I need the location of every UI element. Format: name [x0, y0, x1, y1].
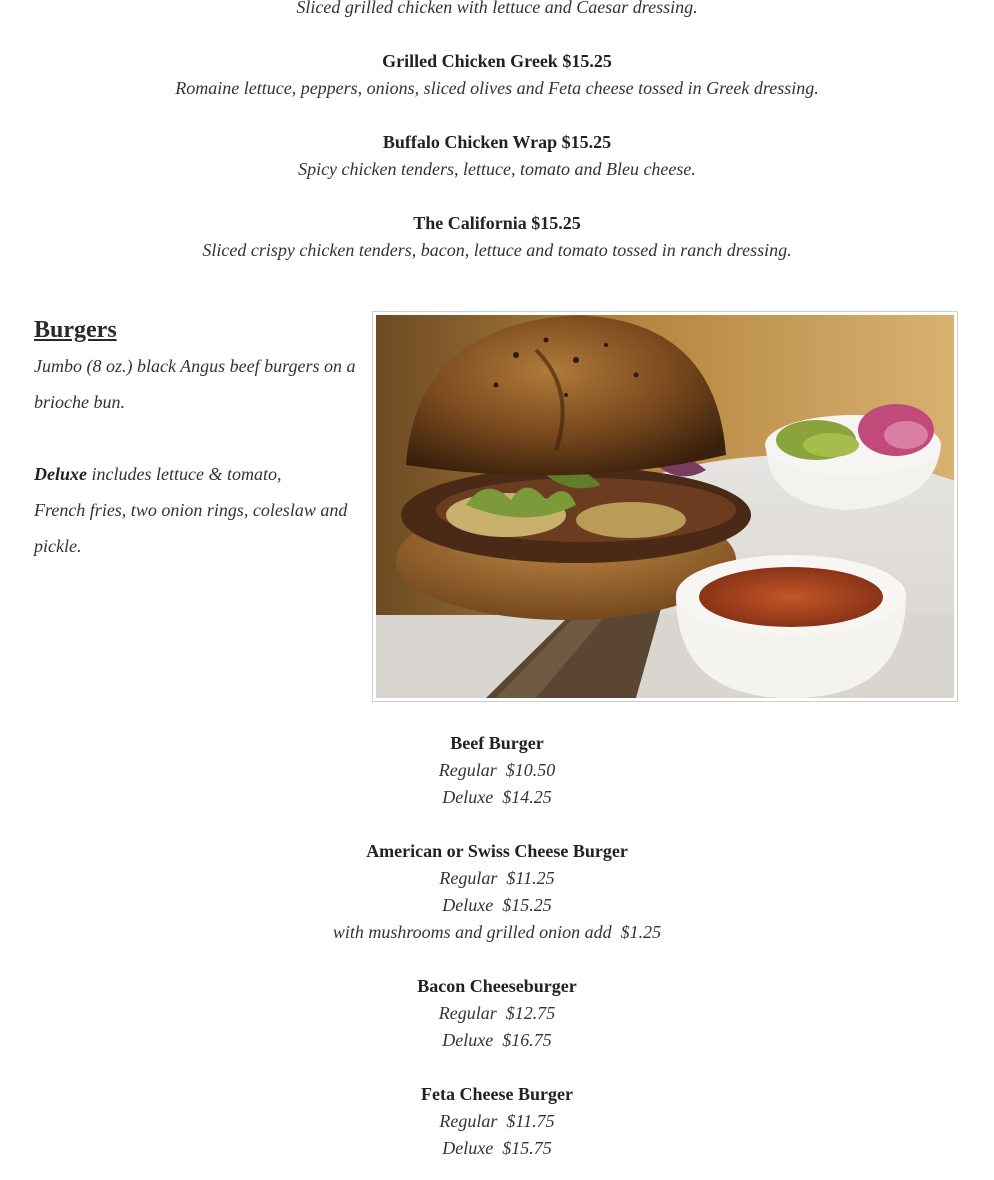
regular-price: Regular $12.75 — [438, 1003, 556, 1023]
burger-menu-items — [0, 730, 994, 1162]
item-title: Bacon Cheeseburger — [417, 976, 577, 996]
top-menu-items — [0, 0, 994, 264]
burger-photo-frame — [372, 311, 958, 702]
section-heading: Burgers — [34, 317, 117, 343]
item-description: Spicy chicken tenders, lettuce, tomato and Bleu cheese. — [298, 159, 696, 179]
intro-line: Jumbo (8 oz.) black Angus beef burgers on a — [34, 356, 356, 376]
addon-price: with mushrooms and grilled onion add $1.25 — [332, 922, 662, 942]
item-description: Sliced crispy chicken tenders, bacon, lettuce and tomato tossed in ranch dressing. — [202, 240, 792, 260]
deluxe-description — [34, 456, 364, 564]
deluxe-price: Deluxe $16.75 — [442, 1030, 552, 1050]
deluxe-price: Deluxe $15.25 — [442, 895, 552, 915]
item-description: Sliced grilled chicken with lettuce and Caesar dressing. — [296, 0, 698, 17]
item-title: Feta Cheese Burger — [421, 1084, 573, 1104]
burger-photo — [376, 315, 954, 698]
burgers-intro — [34, 348, 364, 420]
item-title: American or Swiss Cheese Burger — [366, 841, 628, 861]
regular-price: Regular $11.75 — [439, 1111, 555, 1131]
deluxe-price: Deluxe $15.75 — [442, 1138, 552, 1158]
regular-price: Regular $11.25 — [439, 868, 555, 888]
item-description: Romaine lettuce, peppers, onions, sliced olives and Feta cheese tossed in Greek dressing. — [175, 78, 819, 98]
deluxe-line: French fries, two onion rings, coleslaw and — [34, 500, 348, 520]
item-title: The California $15.25 — [413, 213, 581, 233]
deluxe-price: Deluxe $14.25 — [442, 787, 552, 807]
item-title: Buffalo Chicken Wrap $15.25 — [382, 132, 612, 152]
deluxe-line — [34, 456, 364, 492]
item-title: Grilled Chicken Greek $15.25 — [382, 51, 612, 71]
regular-price: Regular $10.50 — [438, 760, 556, 780]
burgers-section — [34, 312, 364, 564]
intro-line: brioche bun. — [34, 392, 125, 412]
deluxe-line-rest: includes lettuce & tomato, — [87, 464, 282, 484]
item-title: Beef Burger — [450, 733, 544, 753]
deluxe-line: pickle. — [34, 536, 82, 556]
deluxe-label: Deluxe — [34, 464, 87, 484]
